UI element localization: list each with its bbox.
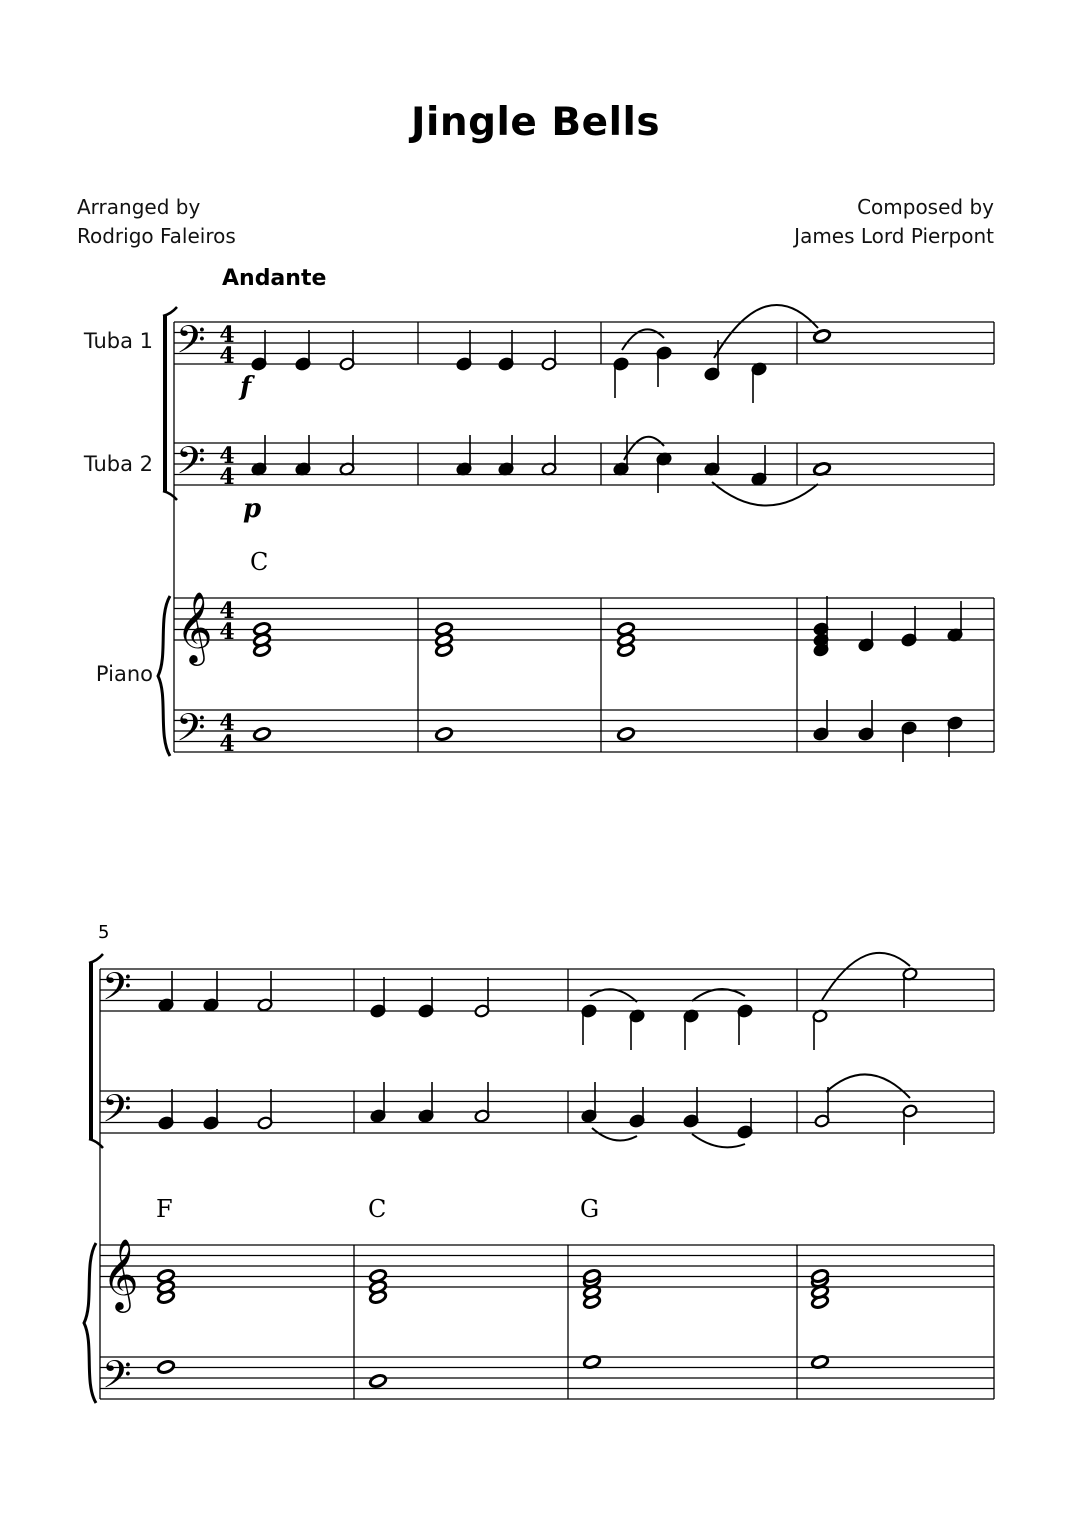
measure-number: 5 — [98, 922, 110, 943]
quarter-note — [295, 435, 311, 476]
whole-note — [157, 1360, 175, 1375]
quarter-note — [629, 1087, 645, 1128]
instrument-label-tuba-1: Tuba 1 — [83, 329, 153, 353]
treble-clef-icon: 𝄞 — [176, 590, 213, 663]
chord-symbol: C — [368, 1195, 387, 1223]
bracket-hook — [89, 954, 103, 963]
quarter-note — [683, 1087, 699, 1128]
bracket-hook — [163, 307, 177, 316]
chord-symbol: F — [156, 1195, 173, 1223]
quarter-note — [581, 1004, 597, 1045]
bass-clef-icon: 𝄢 — [102, 1352, 132, 1406]
time-signature-top: 4 — [219, 710, 235, 736]
bass-clef-icon: 𝄢 — [176, 317, 206, 371]
time-signature-bottom: 4 — [219, 731, 235, 757]
quarter-note — [858, 611, 874, 652]
notation-text — [102, 317, 599, 1406]
time-signature-top: 4 — [219, 598, 235, 624]
bracket-hook — [163, 491, 177, 500]
quarter-note — [418, 977, 434, 1018]
instrument-label-tuba-2: Tuba 2 — [83, 452, 153, 476]
dynamic-forte: f — [240, 372, 252, 402]
quarter-note — [683, 1009, 699, 1050]
composer-label: Composed by — [857, 195, 994, 219]
quarter-note — [370, 1082, 386, 1123]
half-note — [339, 435, 355, 476]
whole-note — [253, 727, 271, 742]
quarter-note — [737, 1098, 753, 1139]
quarter-note — [456, 435, 472, 476]
quarter-note — [947, 601, 963, 642]
bass-clef-icon: 𝄢 — [176, 705, 206, 759]
slur — [592, 1128, 637, 1141]
half-note — [541, 330, 557, 371]
quarter-note — [704, 435, 720, 476]
score-title: Jingle Bells — [410, 100, 661, 145]
quarter-note — [737, 1004, 753, 1045]
quarter-note — [704, 340, 720, 381]
bracket-hook — [89, 1139, 103, 1148]
quarter-note — [613, 357, 629, 398]
arranger-name: Rodrigo Faleiros — [77, 224, 236, 248]
half-note — [257, 971, 273, 1012]
quarter-note — [251, 330, 267, 371]
quarter-note — [158, 971, 174, 1012]
quarter-note — [203, 1089, 219, 1130]
half-note — [474, 977, 490, 1018]
slur — [692, 1134, 745, 1147]
half-note — [541, 435, 557, 476]
quarter-note — [947, 716, 963, 757]
tempo-marking: Andante — [222, 266, 327, 291]
half-note — [902, 1104, 918, 1145]
quarter-note — [370, 977, 386, 1018]
quarter-note — [751, 445, 767, 486]
brace — [158, 596, 170, 756]
quarter-note — [901, 606, 917, 647]
quarter-note — [656, 346, 672, 387]
bracket — [89, 963, 93, 1139]
half-note — [902, 967, 918, 1008]
slur — [822, 953, 910, 1000]
dynamic-piano: p — [243, 494, 262, 524]
bass-clef-icon: 𝄢 — [176, 438, 206, 492]
whole-note — [617, 727, 635, 742]
half-note — [812, 1009, 828, 1050]
quarter-note — [203, 971, 219, 1012]
time-signature-bottom: 4 — [219, 343, 235, 369]
quarter-note — [498, 330, 514, 371]
quarter-note — [158, 1089, 174, 1130]
quarter-note — [751, 362, 767, 403]
slur — [826, 1074, 910, 1098]
quarter-note — [295, 330, 311, 371]
time-signature-top: 4 — [219, 322, 235, 348]
whole-note — [435, 727, 453, 742]
time-signature-bottom: 4 — [219, 464, 235, 490]
notation-marks — [84, 305, 963, 1403]
bass-clef-icon: 𝄢 — [102, 1086, 132, 1140]
instrument-label-piano: Piano — [95, 662, 153, 686]
quarter-note — [498, 435, 514, 476]
quarter-note — [656, 452, 672, 493]
quarter-note — [581, 1082, 597, 1123]
slur — [714, 305, 818, 358]
quarter-note — [418, 1082, 434, 1123]
treble-clef-icon: 𝄞 — [102, 1237, 139, 1310]
brace — [84, 1243, 96, 1403]
time-signature-bottom: 4 — [219, 619, 235, 645]
quarter-note — [251, 435, 267, 476]
arranger-label: Arranged by — [77, 195, 201, 219]
half-note — [257, 1089, 273, 1130]
slur — [692, 989, 745, 1001]
time-signature-top: 4 — [219, 443, 235, 469]
bracket — [163, 316, 167, 491]
half-note — [474, 1082, 490, 1123]
half-note — [814, 1087, 830, 1128]
half-note — [339, 330, 355, 371]
chord-symbol: G — [580, 1195, 600, 1223]
quarter-note — [629, 1009, 645, 1050]
whole-note — [369, 1374, 387, 1389]
quarter-note — [456, 330, 472, 371]
composer-name: James Lord Pierpont — [794, 224, 994, 248]
bass-clef-icon: 𝄢 — [102, 964, 132, 1018]
chord-symbol: C — [250, 548, 269, 576]
whole-note — [813, 329, 831, 344]
